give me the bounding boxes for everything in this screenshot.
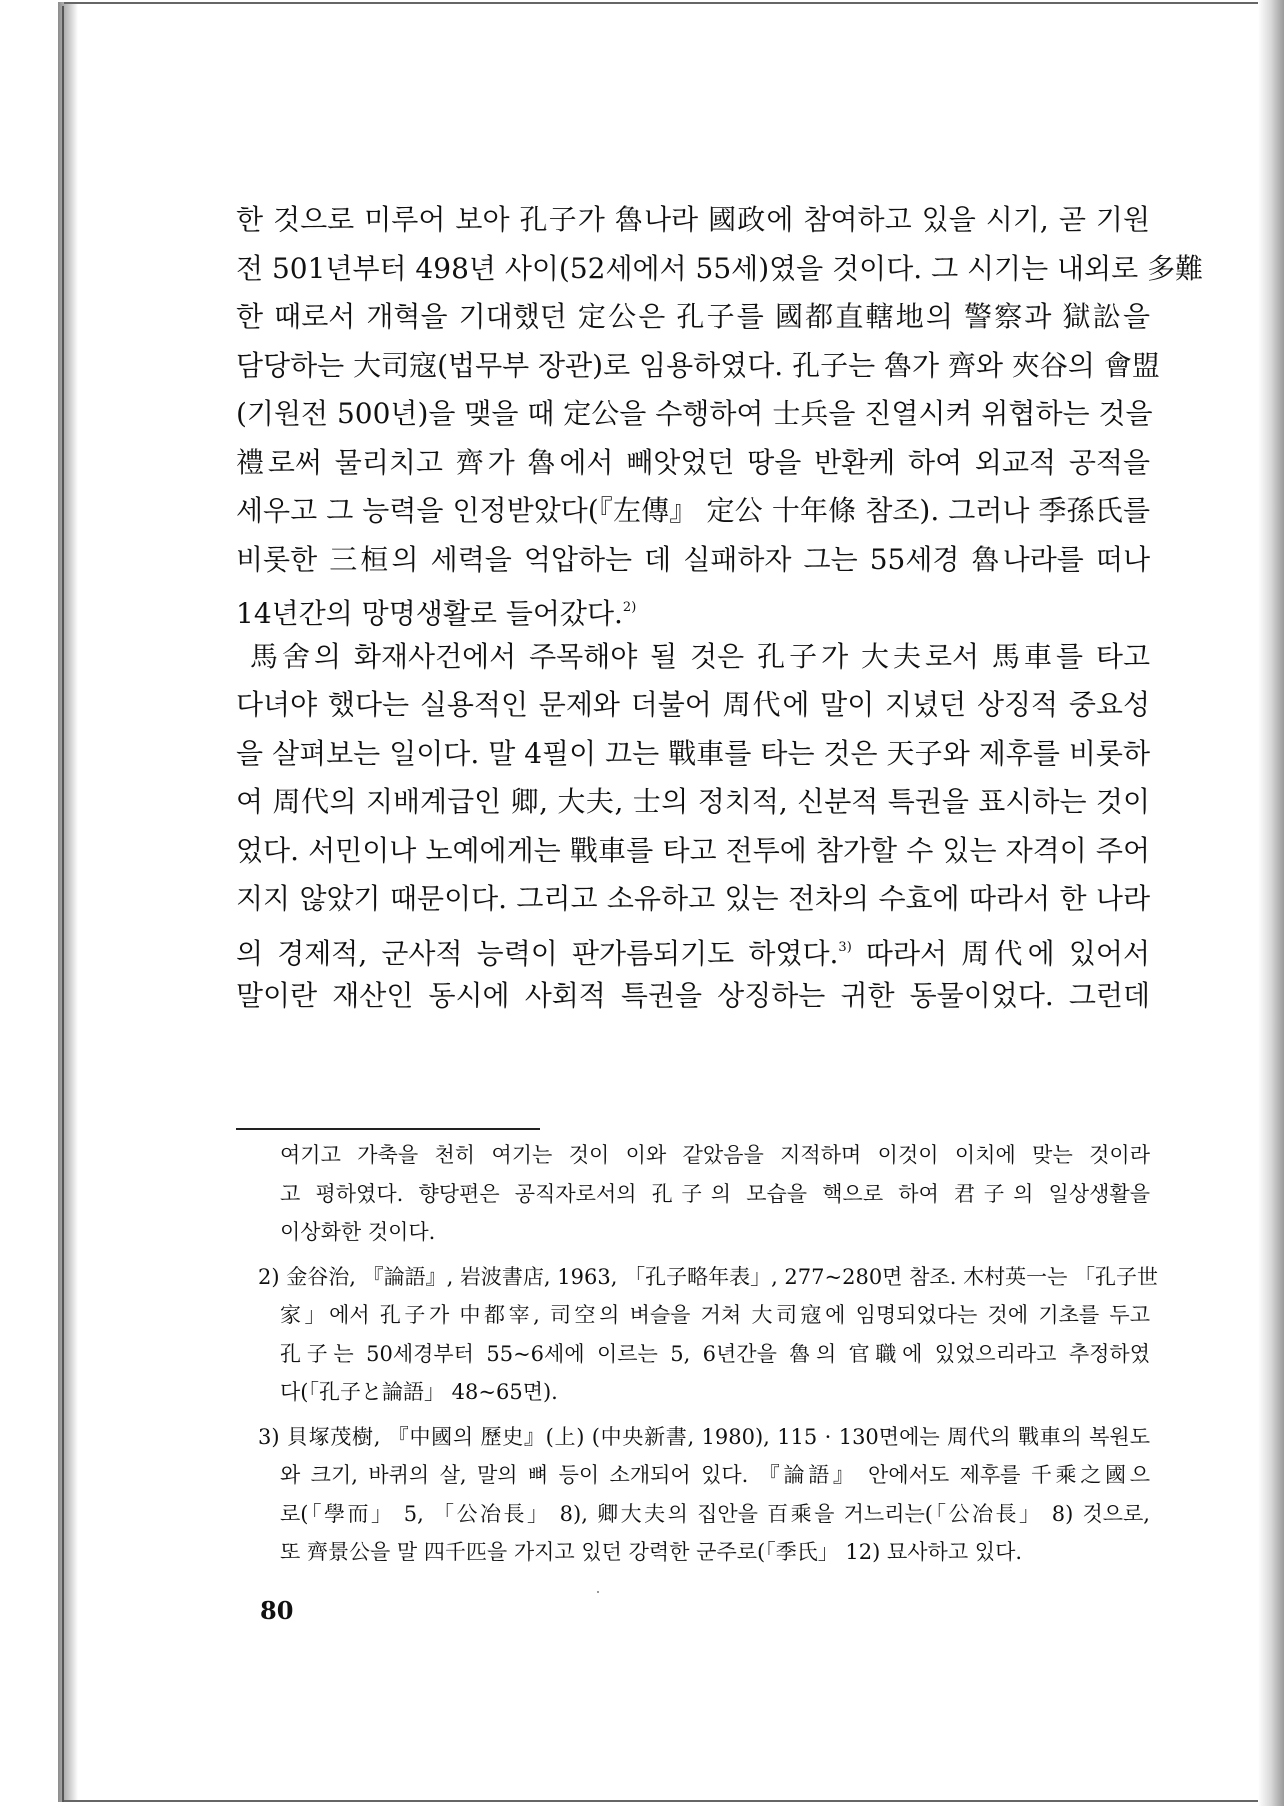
text-line: 다녀야 했다는 실용적인 문제와 더불어 周代에 말이 지녔던 상징적 중요성 xyxy=(236,688,1150,721)
text-line: 말이란 재산인 동시에 사회적 특권을 상징하는 귀한 동물이었다. 그런데 xyxy=(236,979,1150,1012)
text-line: 었다. 서민이나 노예에게는 戰車를 타고 전투에 참가할 수 있는 자격이 주어 xyxy=(236,833,1150,867)
footnote-line: 이상화한 것이다. xyxy=(280,1220,436,1244)
text-line: 여 周代의 지배계급인 卿, 大夫, 士의 정치적, 신분적 특권을 표시하는 것이 xyxy=(236,785,1150,818)
page-left-edge xyxy=(62,6,64,1802)
footnote-2 xyxy=(236,1258,1159,1412)
footnote-line: 고 평하였다. 향당편은 공직자로서의 孔子의 모습을 핵으로 하여 君子의 일상생활을 xyxy=(280,1181,1150,1206)
footnote-line: 2) 金谷治, 『論語』, 岩波書店, 1963, 「孔子略年表」, 277~280면 참조. 木村英一는 「孔子世 xyxy=(258,1264,1159,1289)
text-line-content: 14년간의 망명생활로 들어갔다. xyxy=(236,597,623,630)
text-line: 세우고 그 능력을 인정받았다(『左傳』 定公 十年條 참조). 그러나 季孫氏를 xyxy=(236,494,1150,527)
page-left-shadow xyxy=(58,2,78,1802)
footnote-ref-2[interactable]: 2) xyxy=(622,600,637,615)
footnote-separator xyxy=(236,1128,540,1130)
text-line: 한 것으로 미루어 보아 孔子가 魯나라 國政에 참여하고 있을 시기, 곧 기원 xyxy=(236,203,1150,236)
paragraph-1 xyxy=(236,196,1204,633)
page-top-edge xyxy=(64,2,1258,4)
text-line: 담당하는 大司寇(법무부 장관)로 임용하였다. 孔子는 魯가 齊와 夾谷의 會盟 xyxy=(236,348,1160,382)
footnotes xyxy=(236,1136,1159,1578)
footnote-ref-3[interactable]: 3) xyxy=(838,939,852,955)
text-line: 지지 않았기 때문이다. 그리고 소유하고 있는 전차의 수효에 따라서 한 나라 xyxy=(236,882,1150,915)
text-line: 을 살펴보는 일이다. 말 4필이 끄는 戰車를 타는 것은 天子와 제후를 비롯하 xyxy=(236,736,1150,770)
text-line-content: 의 경제적, 군사적 능력이 판가름되기도 하였다. xyxy=(236,936,839,970)
text-line xyxy=(236,584,1150,633)
text-line: 비롯한 三桓의 세력을 억압하는 데 실패하자 그는 55세경 魯나라를 떠나 xyxy=(236,542,1150,576)
paragraph-2 xyxy=(236,633,1150,1021)
print-speck xyxy=(597,1591,599,1593)
footnote-line: 家」에서 孔子가 中都宰, 司空의 벼슬을 거쳐 大司寇에 임명되었다는 것에 기초를 두고 xyxy=(280,1303,1150,1327)
footnote-line: 다(「孔子と論語」 48~65면). xyxy=(280,1380,558,1404)
text-line: 禮로써 물리치고 齊가 魯에서 빼앗었던 땅을 반환케 하여 외교적 공적을 xyxy=(236,445,1150,479)
page-number: 80 xyxy=(260,1596,294,1625)
footnote-line: 또 齊景公을 말 四千匹을 가지고 있던 강력한 군주로(「季氏」 12) 묘사하고 있다. xyxy=(280,1540,1023,1564)
footnote-line: 여기고 가축을 천히 여기는 것이 이와 같았음을 지적하며 이것이 이치에 맞는 것이라 xyxy=(280,1143,1150,1167)
footnote-3 xyxy=(236,1418,1150,1572)
text-line: 한 때로서 개혁을 기대했던 定公은 孔子를 國都直轄地의 警察과 獄訟을 xyxy=(236,300,1150,333)
footnote-line: 와 크기, 바퀴의 살, 말의 뼈 등이 소개되어 있다. 『論語』 안에서도 제후를 千乘之國으 xyxy=(280,1463,1151,1487)
text-line: 馬舍의 화재사건에서 주목해야 될 것은 孔子가 大夫로서 馬車를 타고 xyxy=(250,639,1150,673)
text-line-continuation: 따라서 周代에 있어서 xyxy=(851,936,1150,970)
text-line: (기원전 500년)을 맺을 때 定公을 수행하여 士兵을 진열시켜 위협하는 것을 xyxy=(236,397,1153,430)
page-right-shadow xyxy=(1258,0,1284,1806)
text-line xyxy=(236,924,1150,973)
text-line: 전 501년부터 498년 사이(52세에서 55세)였을 것이다. 그 시기는 내외로 多難 xyxy=(236,251,1204,285)
footnote-line: 3) 貝塚茂樹, 『中國의 歷史』(上) (中央新書, 1980), 115 · 130면에는 周代의 戰車의 복원도 xyxy=(258,1424,1150,1449)
footnote-line: 孔子는 50세경부터 55~6세에 이르는 5, 6년간을 魯의 官職에 있었으리라고 추정하였 xyxy=(280,1341,1150,1366)
page-bottom-edge xyxy=(64,1800,1258,1802)
footnote-line: 로(「學而」 5, 「公冶長」 8), 卿大夫의 집안을 百乘을 거느리는(「公冶長」 8) 것으로, xyxy=(280,1501,1150,1526)
footnote-continued xyxy=(236,1136,1150,1252)
main-text xyxy=(236,196,1204,1021)
